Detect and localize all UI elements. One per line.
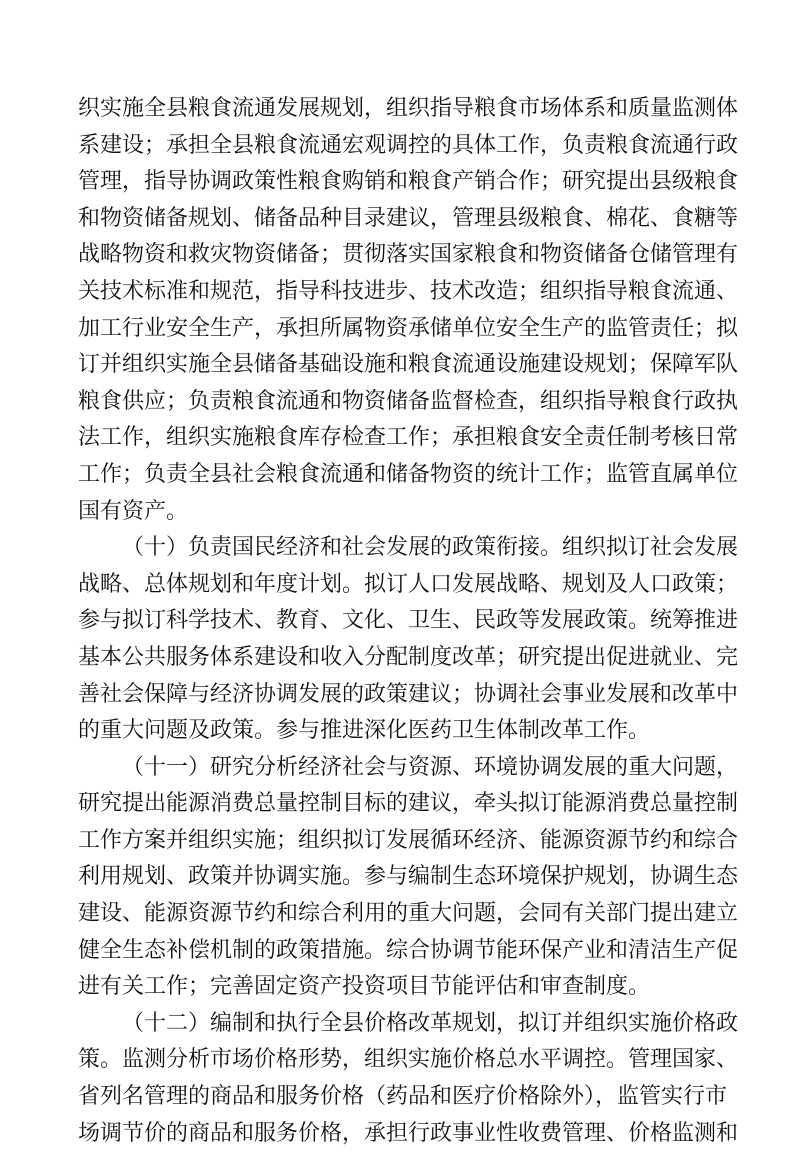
text-line: 研究提出能源消费总量控制目标的建议，牵头拟订能源消费总量控制 xyxy=(78,791,739,817)
text-line: 省列名管理的商品和服务价格（药品和医疗价格除外），监管实行市 xyxy=(78,1084,728,1110)
text-line: 国有资产。 xyxy=(78,498,189,524)
text-line: 利用规划、政策并协调实施。参与编制生态环境保护规划，协调生态 xyxy=(78,864,739,890)
paragraph-start-line: （十二）编制和执行全县价格改革规划，拟订并组织实施价格政 xyxy=(122,1010,739,1036)
text-line: 策。监测分析市场价格形势，组织实施价格总水平调控。管理国家、 xyxy=(78,1047,739,1073)
text-line: 关技术标准和规范，指导科技进步、技术改造；组织指导粮食流通、 xyxy=(78,278,739,304)
paragraph-start-line: （十）负责国民经济和社会发展的政策衔接。组织拟订社会发展 xyxy=(122,535,739,561)
text-line: 加工行业安全生产，承担所属物资承储单位安全生产的监管责任；拟 xyxy=(78,315,739,341)
text-line: 参与拟订科学技术、教育、文化、卫生、民政等发展政策。统筹推进 xyxy=(78,608,739,634)
text-line: 法工作，组织实施粮食库存检查工作；承担粮食安全责任制考核日常 xyxy=(78,425,739,451)
text-line: 战略、总体规划和年度计划。拟订人口发展战略、规划及人口政策； xyxy=(78,571,739,597)
text-line: 健全生态补偿机制的政策措施。综合协调节能环保产业和清洁生产促 xyxy=(78,937,739,963)
text-line: 管理，指导协调政策性粮食购销和粮食产销合作；研究提出县级粮食 xyxy=(78,169,739,195)
text-line: 系建设；承担全县粮食流通宏观调控的具体工作，负责粮食流通行政 xyxy=(78,132,739,158)
paragraph-start-line: （十一）研究分析经济社会与资源、环境协调发展的重大问题， xyxy=(122,754,739,780)
text-line: 和物资储备规划、储备品种目录建议，管理县级粮食、棉花、食糖等 xyxy=(78,205,739,231)
text-line: 粮食供应；负责粮食流通和物资储备监督检查，组织指导粮食行政执 xyxy=(78,388,739,414)
text-line: 基本公共服务体系建设和收入分配制度改革；研究提出促进就业、完 xyxy=(78,644,739,670)
text-line: 织实施全县粮食流通发展规划，组织指导粮食市场体系和质量监测体 xyxy=(78,96,739,121)
document-body xyxy=(78,91,739,1152)
text-line: 工作；负责全县社会粮食流通和储备物资的统计工作；监管直属单位 xyxy=(78,461,739,487)
text-line: 进有关工作；完善固定资产投资项目节能评估和审查制度。 xyxy=(78,974,651,1000)
text-line: 工作方案并组织实施；组织拟订发展循环经济、能源资源节约和综合 xyxy=(78,827,739,853)
text-line: 场调节价的商品和服务价格，承担行政事业性收费管理、价格监测和 xyxy=(78,1120,739,1146)
text-line: 订并组织实施全县储备基础设施和粮食流通设施建设规划；保障军队 xyxy=(78,352,739,378)
text-line: 善社会保障与经济协调发展的政策建议；协调社会事业发展和改革中 xyxy=(78,681,739,707)
text-line: 建设、能源资源节约和综合利用的重大问题，会同有关部门提出建立 xyxy=(78,901,739,927)
text-line: 战略物资和救灾物资储备；贯彻落实国家粮食和物资储备仓储管理有 xyxy=(78,242,739,268)
text-line: 的重大问题及政策。参与推进深化医药卫生体制改革工作。 xyxy=(78,718,651,744)
